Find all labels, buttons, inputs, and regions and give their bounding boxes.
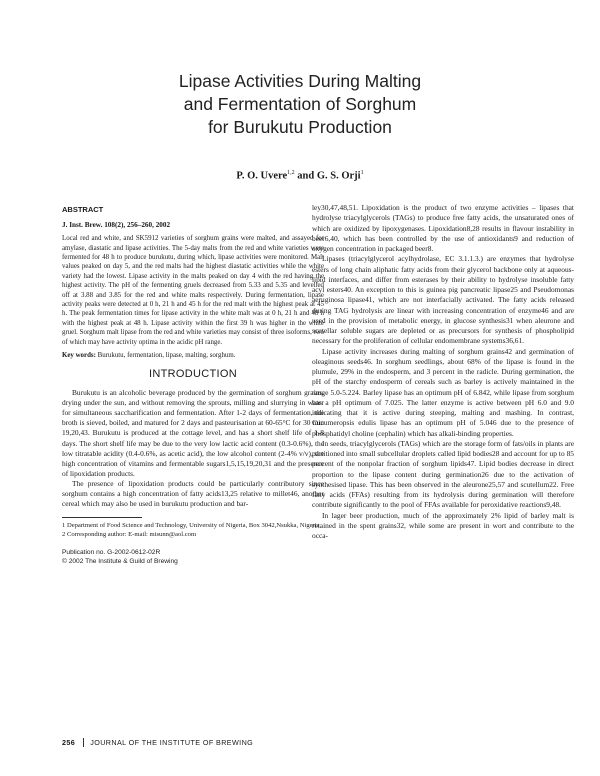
body-paragraph-4: In seeds, triacylglycerols (TAGs) which are the storage form of fats/oils in plants are partitioned into small subcellular droplets called lipid bodies28 and account for up to 85 percent of the nonpolar fraction of sorghum lipids47. Lipid bodies decrease in direct proportion to the lipase content during germination26 due to the activation of synthesised lipase. This has been observed in the aleurone25,57 and scutellum22. Free fatty acids (FFAs) resulting from its hydrolysis during germination will therefore contribute significantly to the pool of FFAs available for peroxidative reactions9,48.	[312, 438, 574, 510]
footnote-divider	[62, 517, 142, 518]
journal-name: JOURNAL OF THE INSTITUTE OF BREWING	[90, 738, 254, 747]
introduction-paragraph-1: Burukutu is an alcoholic beverage produced by the germination of sorghum grains, drying under the sun, and without removing the sprouts, milling and slurrying in water for simultaneous saccharification and fermentation. After 1-2 days of fermentation, the broth is sieved, boiled, and matured for 2 days and pasteurisation at 60-65°C for 30 min 19,20,43. Burukutu is produced at the cottage level, and has a short shelf life of 1-8 days. The short shelf life may be due to the very low lactic acid content (0.3-0.6%), the low titratable acidity (0.4-0.6%, as acetic acid), the low alcohol content (2-4% v/v), the high concentration of vitamins and fermentable sugars1,5,15,19,20,31 and the presence of lipoxidation products.	[62, 388, 324, 478]
footer-separator	[83, 738, 84, 747]
right-column	[312, 203, 574, 541]
title-line-3: for Burukutu Production	[208, 117, 392, 137]
body-paragraph-3: Lipase activity increases during malting of sorghum grains42 and germination of oleaginous seeds46. In sorghum seedlings, about 68% of the lipase is found in the plumule, 29% in the endosperm, and 3 percent in the radicle. During germination, the pH of the starchy endosperm of cereals such as barley is actively maintained in the range 5.0-5.224. Barley lipase has an optimum pH of 6.842, while lipase from sorghum has a pH optimum of 7.025. The latter enzyme is active between pH 6.0 and 9.0 indicating that it is active during steeping, malting and mashing. In contrast, Cucumeropsis edulis lipase has an optimum pH of 5.046 due to the presence of phosphatidyl choline (cephalin) which has alkali-binding properties.	[312, 346, 574, 438]
keywords-label: Key words:	[62, 352, 96, 360]
title-line-2: and Fermentation of Sorghum	[183, 94, 417, 114]
keywords	[62, 351, 324, 360]
author-connector: and	[294, 170, 317, 182]
author-1-affiliation: 1,2	[287, 170, 295, 176]
publication-number: Publication no. G-2002-0612-02R	[62, 548, 161, 556]
author-1: P. O. Uvere	[236, 170, 288, 182]
body-paragraph-1: ley30,47,48,51. Lipoxidation is the product of two enzyme activities – lipases that hydrolyse triacylglycerols (TAGs) to produce free fatty acids, the unsaturated ones of which are oxidized by lipoxygenases. Lipoxidation8,28 results in flavour instability in beer6,40, which has been controlled by the use of antioxidants9 and reduction of oxygen concentration in packaged beer8.	[312, 203, 574, 253]
page-number: 256	[62, 738, 76, 747]
publication-info	[62, 548, 324, 566]
introduction-paragraph-2: The presence of lipoxidation products could be particularly contributory since sorghum contains a high concentration of fatty acids13,25 relative to millet46, another cereal which may also be used in burukutu production and bar-	[62, 478, 324, 509]
body-paragraph-5: In lager beer production, much of the approximately 2% lipid of barley malt is retained in the spent grains32, while some are present in wort and contribute to the occa-	[312, 510, 574, 540]
article-title	[0, 70, 600, 139]
page-footer	[62, 738, 538, 747]
footnote-affiliation: 1 Department of Food Science and Technology, University of Nigeria, Box 3042,Nsukka, Nigeria	[62, 522, 320, 530]
introduction-heading: INTRODUCTION	[149, 368, 237, 381]
author-2-affiliation: 1	[360, 170, 364, 176]
left-column	[62, 205, 324, 566]
body-paragraph-2: Lipases (triacylglycerol acylhydrolase, EC 3.1.1.3.) are enzymes that hydrolyse esters of long chain aliphatic fatty acids from their glycerol backbone only at aqueous-lipid interfaces, and differ from esterases by their ability to hydrolyse insoluble fatty acyl esters40. An exception to this is guinea pig pancreatic lipase25 and Pseudomonas aeruginosa lipase41, which are not interfacially activated. The fatty acids released during TAG hydrolysis are linear with increasing concentration of enzyme46 and are used in the provision of metabolic energy, in glucose synthesis31 when aleurone and scutellar soluble sugars are depleted or as precursors for synthesis of phospholipid necessary for the proliferation of cellular endomembrane systems36,61.	[312, 254, 574, 346]
title-line-1: Lipase Activities During Malting	[178, 71, 422, 91]
footnote-corresponding: 2 Corresponding author: E-mail: misunn@aol.com	[62, 530, 197, 538]
author-line	[0, 170, 600, 182]
abstract-text: Local red and white, and SK5912 varieties of sorghum grains were malted, and assayed for amylase, diastatic and lipase activities. The 5-day malts from the red and white varieties were fermented for 48 h to produce burukutu, during which, lipase activities were monitored. Malt values peaked on day 5, and the red malts had the highest diastatic activities while the white variety had the lowest. Lipase activity in the malts peaked on day 4 with the red having the highest activity. The pH of the fermenting gruels decreased from 5.33 and 5.35 and levelled off at 3.88 and 3.85 for the red and white malts respectively. During fermentation, lipase activity peaks were detected at 0 h, 21 h and 45 h for the red malt with the highest peak at 45 h. The peak fermentation times for lipase activity in the white malt was at 0 h, 21 h and 48 h with the highest peak at 48 h. Lipase activity within the first 39 h was higher in the white gruel. Sorghum malt lipase from the red and white varieties may consist of three isoforms, two of which may have activity optima in the acidic pH range.	[62, 235, 324, 346]
author-2: G. S. Orji	[316, 170, 361, 182]
abstract-heading: ABSTRACT	[62, 205, 104, 214]
journal-reference: J. Inst. Brew. 108(2), 256–260, 2002	[62, 220, 171, 229]
keywords-list: Burukutu, fermentation, lipase, malting, sorghum.	[95, 352, 236, 360]
copyright-line: © 2002 The Institute & Guild of Brewing	[62, 557, 178, 565]
